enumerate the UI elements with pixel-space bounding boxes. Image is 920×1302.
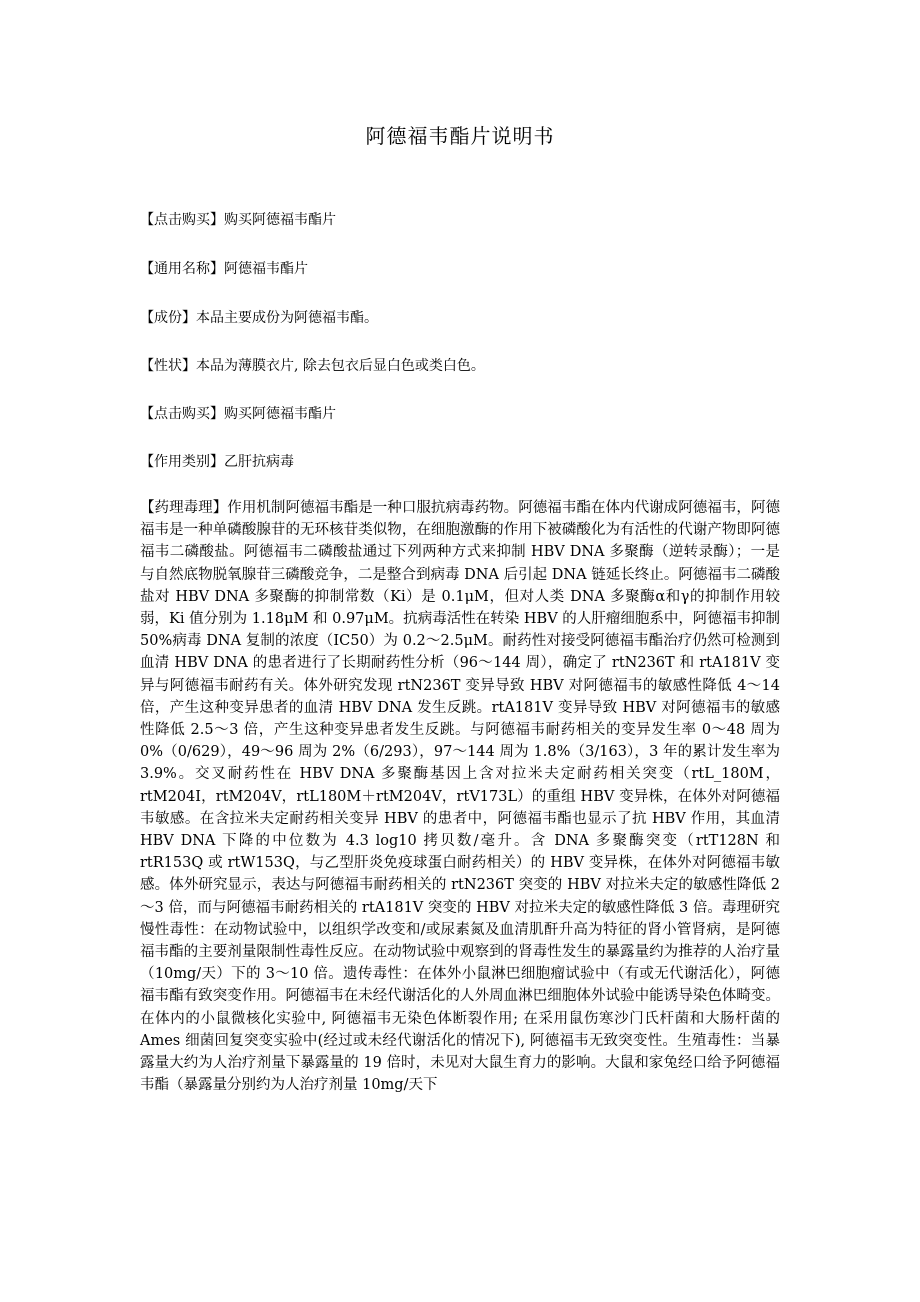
field-label: 【性状】	[140, 358, 196, 374]
field-label: 【点击购买】	[140, 212, 224, 228]
field-category	[140, 452, 790, 472]
field-buy-link-1	[140, 210, 790, 230]
field-value: 乙肝抗病毒	[224, 454, 294, 470]
field-buy-link-2	[140, 404, 790, 424]
document-title: 阿德福韦酯片说明书	[365, 124, 555, 148]
field-description	[140, 356, 790, 376]
field-label: 【点击购买】	[140, 406, 224, 422]
field-value: 本品为薄膜衣片, 除去包衣后显白色或类白色。	[196, 358, 485, 374]
field-label: 【通用名称】	[140, 261, 224, 277]
pharmacology-label: 【药理毒理】	[140, 500, 228, 516]
field-generic-name	[140, 259, 790, 279]
pharmacology-paragraph	[140, 497, 780, 1096]
field-value: 阿德福韦酯片	[224, 261, 308, 277]
field-value: 本品主要成份为阿德福韦酯。	[196, 310, 378, 326]
pharmacology-text: 作用机制阿德福韦酯是一种口服抗病毒药物。阿德福韦酯在体内代谢成阿德福韦，阿德福韦是一种单磷酸腺苷的无环核苷类似物，在细胞激酶的作用下被磷酸化为有活性的代谢产物即阿德福韦二磷酸盐。阿德福韦二磷酸盐通过下列两种方式来抑制 HBV DNA 多聚酶（逆转录酶）；一是与自然底物脱氧腺苷三磷酸竞争，二是整合到病毒 DNA 后引起 DNA 链延长终止。阿德福韦二磷酸盐对 HBV DNA 多聚酶的抑制常数（Ki）是 0.1μM，但对人类 DNA 多聚酶α和γ的抑制作用较弱，Ki 值分别为 1.18μM 和 0.97μM。抗病毒活性在转染 HBV 的人肝瘤细胞系中，阿德福韦抑制 50%病毒 DNA 复制的浓度（IC50）为 0.2～2.5μM。耐药性对接受阿德福韦酯治疗仍然可检测到血清 HBV DNA 的患者进行了长期耐药性分析（96～144 周），确定了 rtN236T 和 rtA181V 变异与阿德福韦耐药有关。体外研究发现 rtN236T 变异导致 HBV 对阿德福韦的敏感性降低 4～14 倍，产生这种变异患者的血清 HBV DNA 发生反跳。rtA181V 变异导致 HBV 对阿德福韦的敏感性降低 2.5～3 倍，产生这种变异患者发生反跳。与阿德福韦耐药相关的变异发生率 0～48 周为 0%（0/629），49～96 周为 2%（6/293），97～144 周为 1.8%（3/163），3 年的累计发生率为 3.9%。交叉耐药性在 HBV DNA 多聚酶基因上含对拉米夫定耐药相关突变（rtL_180M，rtM204I，rtM204V，rtL180M＋rtM204V，rtV173L）的重组 HBV 变异株，在体外对阿德福韦敏感。在含拉米夫定耐药相关变异 HBV 的患者中，阿德福韦酯也显示了抗 HBV 作用，其血清 HBV DNA 下降的中位数为 4.3 log10 拷贝数/毫升。含 DNA 多聚酶突变（rtT128N 和 rtR153Q 或 rtW153Q，与乙型肝炎免疫球蛋白耐药相关）的 HBV 变异株，在体外对阿德福韦敏感。体外研究显示，表达与阿德福韦耐药相关的 rtN236T 突变的 HBV 对拉米夫定的敏感性降低 2～3 倍，而与阿德福韦耐药相关的 rtA181V 突变的 HBV 对拉米夫定的敏感性降低 3 倍。毒理研究慢性毒性：在动物试验中，以组织学改变和/或尿素氮及血清肌酐升高为特征的肾小管肾病，是阿德福韦酯的主要剂量限制性毒性反应。在动物试验中观察到的肾毒性发生的暴露量约为推荐的人治疗量（10mg/天）下的 3～10 倍。遗传毒性：在体外小鼠淋巴细胞瘤试验中（有或无代谢活化），阿德福韦酯有致突变作用。阿德福韦在未经代谢活化的人外周血淋巴细胞体外试验中能诱导染色体畸变。在体内的小鼠微核化实验中, 阿德福韦无染色体断裂作用; 在采用鼠伤寒沙门氏杆菌和大肠杆菌的 Ames 细菌回复突变实验中(经过或未经代谢活化的情况下), 阿德福韦无致突变性。生殖毒性：当暴露量大约为人治疗剂量下暴露量的 19 倍时，未见对大鼠生育力的影响。大鼠和家兔经口给予阿德福韦酯（暴露量分别约为人治疗剂量 10mg/天下	[140, 500, 780, 1094]
field-value-buy-link[interactable]: 购买阿德福韦酯片	[224, 406, 336, 422]
field-ingredients	[140, 308, 790, 328]
field-label: 【成份】	[140, 310, 196, 326]
field-label: 【作用类别】	[140, 454, 224, 470]
field-value-buy-link[interactable]: 购买阿德福韦酯片	[224, 212, 336, 228]
